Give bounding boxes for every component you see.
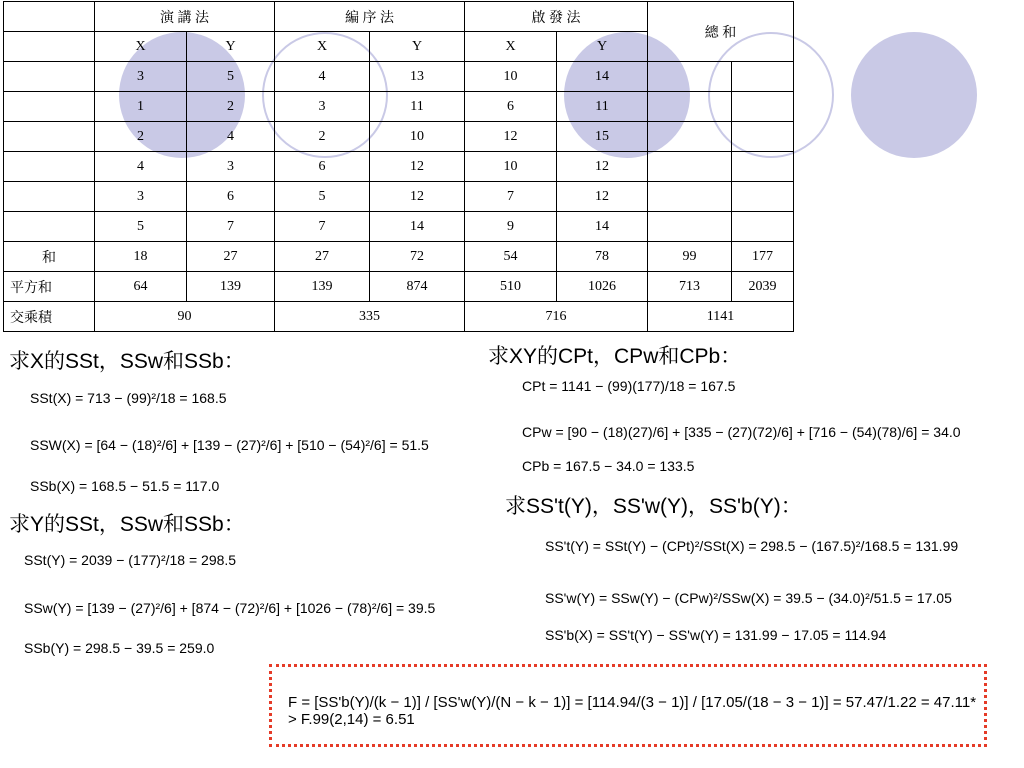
total-cell-empty (732, 212, 794, 242)
total-cell-empty (648, 62, 732, 92)
y-ss-heading: 求Y的SSt，SSw和SSb： (9, 513, 245, 536)
ancova-data-table (3, 1, 794, 332)
total-header: 總 和 (648, 2, 794, 62)
row-label: 平方和 (4, 272, 95, 302)
total-cell-empty (732, 182, 794, 212)
equation-ss-b-x: SSb(X) = 168.5 − 51.5 = 117.0 (30, 478, 220, 494)
table-row (4, 212, 794, 242)
subheader-cell: X (95, 32, 187, 62)
equation-ssp-t: SS't(Y) = SSt(Y) − (CPt)²/SSt(X) = 298.5 − (167.5)²/168.5 = 131.99 (545, 538, 959, 554)
total-cell-empty (732, 92, 794, 122)
table-cell: 2 (95, 122, 187, 152)
sum-cell: 72 (370, 242, 465, 272)
subheader-cell: X (275, 32, 370, 62)
equation-ss-t-x: SSt(X) = 713 − (99)²/18 = 168.5 (30, 390, 227, 406)
total-cell-empty (648, 182, 732, 212)
row-label-empty (4, 182, 95, 212)
table-cell: 4 (95, 152, 187, 182)
table-cell: 12 (465, 122, 557, 152)
table-cell: 14 (370, 212, 465, 242)
table-cell: 10 (465, 62, 557, 92)
cross-cell: 716 (465, 302, 648, 332)
table-cell: 10 (465, 152, 557, 182)
cp-heading: 求XY的CPt，CPw和CPb： (488, 345, 742, 368)
table-cell: 14 (557, 62, 648, 92)
table-row (4, 152, 794, 182)
equation-ssp-b: SS'b(X) = SS't(Y) − SS'w(Y) = 131.99 − 17.05 = 114.94 (545, 627, 887, 643)
row-label: 交乘積 (4, 302, 95, 332)
table-cell: 12 (370, 152, 465, 182)
table-row (4, 62, 794, 92)
equation-cp-t: CPt = 1141 − (99)(177)/18 = 167.5 (522, 378, 736, 394)
group-header-discovery: 啟 發 法 (465, 2, 648, 32)
data-rows (4, 62, 794, 242)
row-label: 和 (4, 242, 95, 272)
row-label-empty (4, 212, 95, 242)
total-cell-empty (648, 212, 732, 242)
equation-cp-b: CPb = 167.5 − 34.0 = 133.5 (522, 458, 695, 474)
sumsq-cell: 2039 (732, 272, 794, 302)
total-cell-empty (732, 152, 794, 182)
table-cell: 4 (275, 62, 370, 92)
equation-ss-w-y: SSw(Y) = [139 − (27)²/6] + [874 − (72)²/6] + [1026 − (78)²/6] = 39.5 (24, 600, 436, 616)
sum-cell: 18 (95, 242, 187, 272)
total-cell-empty (648, 152, 732, 182)
f-test-box (269, 664, 987, 747)
equation-f-test: F = [SS'b(Y)/(k − 1)] / [SS'w(Y)/(N − k − 1)] = [114.94/(3 − 1)] / [17.05/(18 − 3 − 1)] = 57.47/1.22 = 47.11* > F.99(2,14) = 6.51 (288, 694, 977, 728)
table-cell: 12 (557, 182, 648, 212)
sum-cell: 54 (465, 242, 557, 272)
table-cell: 4 (187, 122, 275, 152)
table-cell: 3 (275, 92, 370, 122)
equation-ss-w-x: SSW(X) = [64 − (18)²/6] + [139 − (27)²/6] + [510 − (54)²/6] = 51.5 (30, 437, 429, 453)
sum-cell: 99 (648, 242, 732, 272)
table-cell: 1 (95, 92, 187, 122)
equation-ssp-w: SS'w(Y) = SSw(Y) − (CPw)²/SSw(X) = 39.5 − (34.0)²/51.5 = 17.05 (545, 590, 952, 606)
table-header-row (4, 2, 794, 32)
table-cell: 7 (187, 212, 275, 242)
cross-cell: 90 (95, 302, 275, 332)
cross-cell: 335 (275, 302, 465, 332)
total-cell-empty (648, 122, 732, 152)
total-cell-empty (732, 62, 794, 92)
adjusted-ss-heading: 求SS't(Y)，SS'w(Y)，SS'b(Y)： (505, 495, 802, 518)
table-cell: 6 (275, 152, 370, 182)
row-label-empty (4, 92, 95, 122)
table-cell: 3 (187, 152, 275, 182)
table-cell: 15 (557, 122, 648, 152)
table-row (4, 182, 794, 212)
table-cell: 11 (370, 92, 465, 122)
table-cell: 2 (275, 122, 370, 152)
table-cell: 6 (187, 182, 275, 212)
subheader-cell: Y (370, 32, 465, 62)
table-cell: 7 (275, 212, 370, 242)
table-cell: 5 (275, 182, 370, 212)
equation-ss-t-y: SSt(Y) = 2039 − (177)²/18 = 298.5 (24, 552, 237, 568)
x-ss-heading: 求X的SSt，SSw和SSb： (9, 350, 245, 373)
sumsq-cell: 139 (187, 272, 275, 302)
table-cell: 13 (370, 62, 465, 92)
sumsq-cell: 874 (370, 272, 465, 302)
table-cell: 5 (95, 212, 187, 242)
sum-cell: 27 (275, 242, 370, 272)
row-label-empty (4, 122, 95, 152)
table-cell: 9 (465, 212, 557, 242)
sum-cell: 27 (187, 242, 275, 272)
cross-cell: 1141 (648, 302, 794, 332)
total-cell-empty (732, 122, 794, 152)
sum-of-squares-row (4, 272, 794, 302)
table-cell: 2 (187, 92, 275, 122)
sum-row (4, 242, 794, 272)
sumsq-cell: 139 (275, 272, 370, 302)
sum-cell: 78 (557, 242, 648, 272)
subheader-cell: X (465, 32, 557, 62)
sumsq-cell: 1026 (557, 272, 648, 302)
sumsq-cell: 64 (95, 272, 187, 302)
sumsq-cell: 510 (465, 272, 557, 302)
sum-cell: 177 (732, 242, 794, 272)
decorative-circle-filled-3 (851, 32, 977, 158)
table-cell: 14 (557, 212, 648, 242)
table-row (4, 92, 794, 122)
subheader-cell: Y (557, 32, 648, 62)
table-cell: 3 (95, 62, 187, 92)
table-cell: 12 (370, 182, 465, 212)
row-label-empty (4, 152, 95, 182)
total-cell-empty (648, 92, 732, 122)
table-cell: 3 (95, 182, 187, 212)
table-cell: 12 (557, 152, 648, 182)
table-cell: 7 (465, 182, 557, 212)
equation-cp-w: CPw = [90 − (18)(27)/6] + [335 − (27)(72)/6] + [716 − (54)(78)/6] = 34.0 (522, 424, 961, 440)
table-cell: 10 (370, 122, 465, 152)
sumsq-cell: 713 (648, 272, 732, 302)
table-cell: 11 (557, 92, 648, 122)
table-row (4, 122, 794, 152)
row-label-empty (4, 62, 95, 92)
group-header-lecture: 演 講 法 (95, 2, 275, 32)
cross-product-row (4, 302, 794, 332)
group-header-programmed: 編 序 法 (275, 2, 465, 32)
table-cell: 5 (187, 62, 275, 92)
subheader-cell: Y (187, 32, 275, 62)
table-cell: 6 (465, 92, 557, 122)
equation-ss-b-y: SSb(Y) = 298.5 − 39.5 = 259.0 (24, 640, 215, 656)
